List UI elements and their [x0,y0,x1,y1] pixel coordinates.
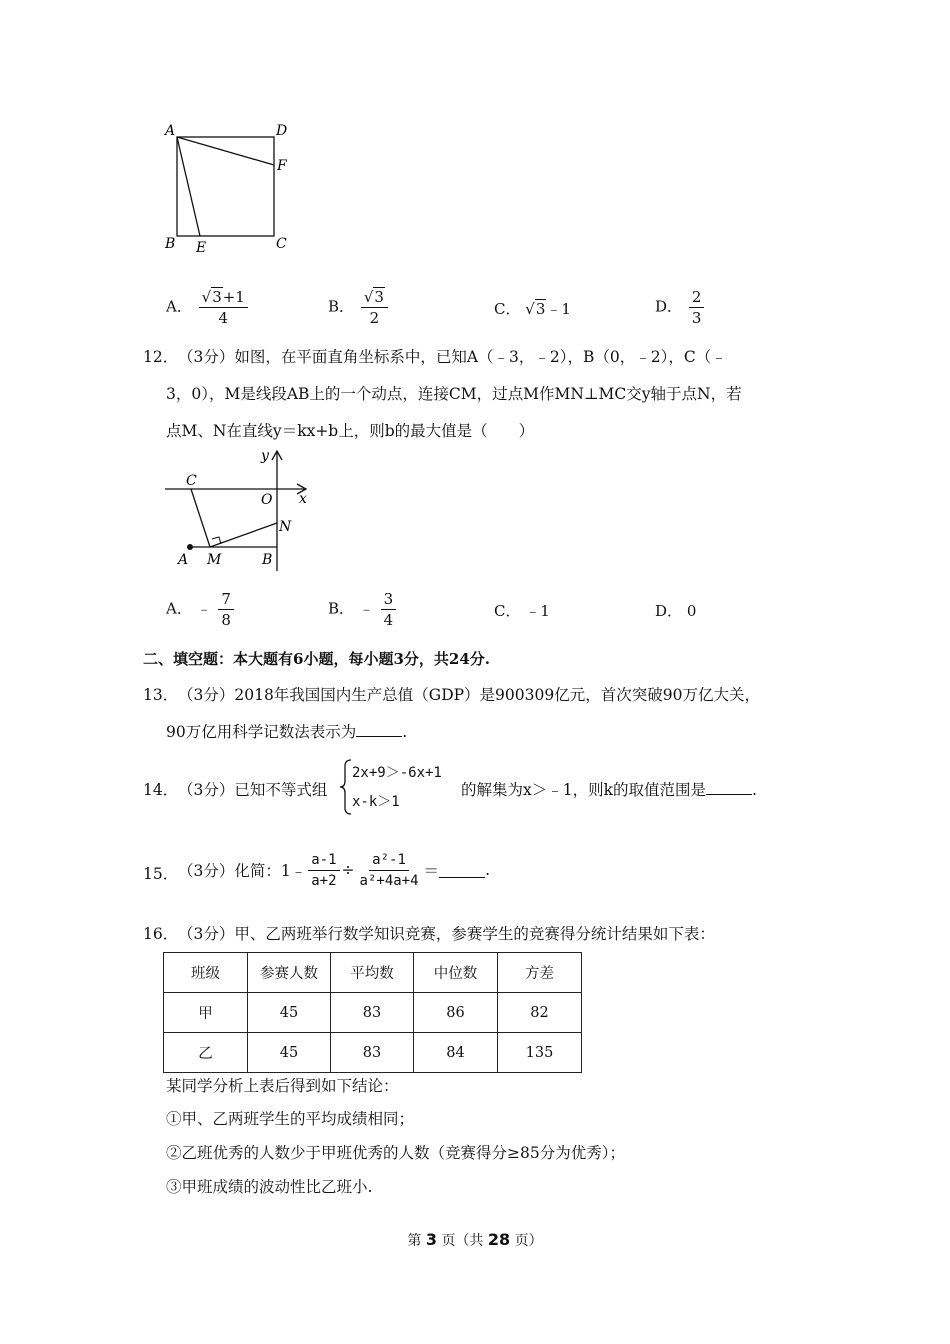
option-b-fraction: $\frac{√3}{2}$ [361,288,388,327]
option-b-fraction: $\frac{3}{4}$ [381,590,397,629]
label-C: C [186,473,197,489]
q15-number: 15． [143,865,179,883]
q12-option-a[interactable]: A． ﹣ $\frac{7}{8}$ [166,590,236,629]
label-N: N [279,519,292,535]
label-E: E [196,240,207,256]
answer-blank[interactable] [439,863,485,878]
q16-conclusion-3: ③甲班成绩的波动性比乙班小. [166,1178,373,1196]
option-a-fraction: $\frac{7}{8}$ [218,590,234,629]
q14-pre: （3分）已知不等式组 [178,781,328,799]
q11-option-b[interactable]: B． $\frac{√3}{2}$ [328,288,390,327]
label-M: M [207,552,222,568]
fraction-1: $\frac{a-1}{a+2}$ [308,851,339,890]
q12-line-3: 点M、N在直线y＝kx+b上，则b的最大值是（ ） [166,422,535,440]
page-footer: 第 3 页（共 28 页） [407,1230,543,1249]
stats-table [163,952,582,1073]
figure-square-abcd [160,118,300,260]
q16-number: 16． [143,925,179,943]
label-D: D [276,123,288,139]
label-x: x [299,491,307,507]
label-B: B [262,552,273,568]
option-d-fraction: $\frac{2}{3}$ [689,288,705,327]
q11-option-a[interactable]: A． $\frac{√3+1}{4}$ [166,288,250,327]
table-row: 乙 45 83 84 135 [164,1033,582,1073]
q15-expression: （3分）化简：1﹣ $\frac{a-1}{a+2}$ ÷ $\frac{\text{a²-1}}{\text{a²+4a+4}}$ ＝ . [178,851,490,889]
table-header-row: 班级 参赛人数 平均数 中位数 方差 [164,953,582,993]
q13-number: 13． [143,686,179,704]
q13-line-1: （3分）2018年我国国内生产总值（GDP）是900309亿元，首次突破90万亿大关， [178,686,760,704]
section-heading: 二、填空题：本大题有6小题，每小题3分，共24分. [143,650,490,668]
q12-number: 12． [143,348,179,366]
label-y: y [261,448,269,464]
inequality-1: 2x+9＞-6x+1 [352,765,442,781]
q12-option-d[interactable]: D． 0 [655,602,697,620]
label-F: F [277,158,287,174]
q14-number: 14． [143,781,179,799]
label-A: A [165,123,176,139]
option-a-fraction: $\frac{√3+1}{4}$ [199,288,248,327]
q11-option-c[interactable]: C． √3﹣1 [494,300,571,318]
q16-line-1: （3分）甲、乙两班举行数学知识竞赛，参赛学生的竞赛得分统计结果如下表： [178,925,715,943]
label-A: A [178,552,189,568]
q12-line-2: 3，0），M是线段AB上的一个动点，连接CM，过点M作MN⊥MC交y轴于点N，若 [166,385,742,403]
label-O: O [261,492,273,508]
brace-icon [339,758,353,816]
q16-conclusion-2: ②乙班优秀的人数少于甲班优秀的人数（竞赛得分≥85分为优秀）； [166,1144,625,1162]
answer-blank[interactable] [356,722,402,737]
inequality-2: x-k＞1 [352,794,400,810]
label-C: C [276,236,287,252]
answer-blank[interactable] [706,780,752,795]
q13-line-2: 90万亿用科学记数法表示为 . [166,723,408,741]
q11-option-d[interactable]: D． $\frac{2}{3}$ [655,288,706,327]
q16-conclusion-1: ①甲、乙两班学生的平均成绩相同； [166,1110,415,1128]
q12-option-b[interactable]: B． ﹣ $\frac{3}{4}$ [328,590,398,629]
q12-line-1: （3分）如图，在平面直角坐标系中，已知A（﹣3，﹣2），B（0，﹣2），C（﹣ [178,348,727,366]
label-B: B [165,236,176,252]
q12-option-c[interactable]: C． ﹣1 [494,602,550,620]
figure-coordinate-system [160,446,320,576]
fraction-2: $\frac{\text{a²-1}}{\text{a²+4a+4}}$ [359,851,419,889]
q16-after: 某同学分析上表后得到如下结论： [166,1077,399,1095]
q14-post: 的解集为x＞﹣1，则k的取值范围是 . [461,781,757,799]
table-row: 甲 45 83 86 82 [164,993,582,1033]
